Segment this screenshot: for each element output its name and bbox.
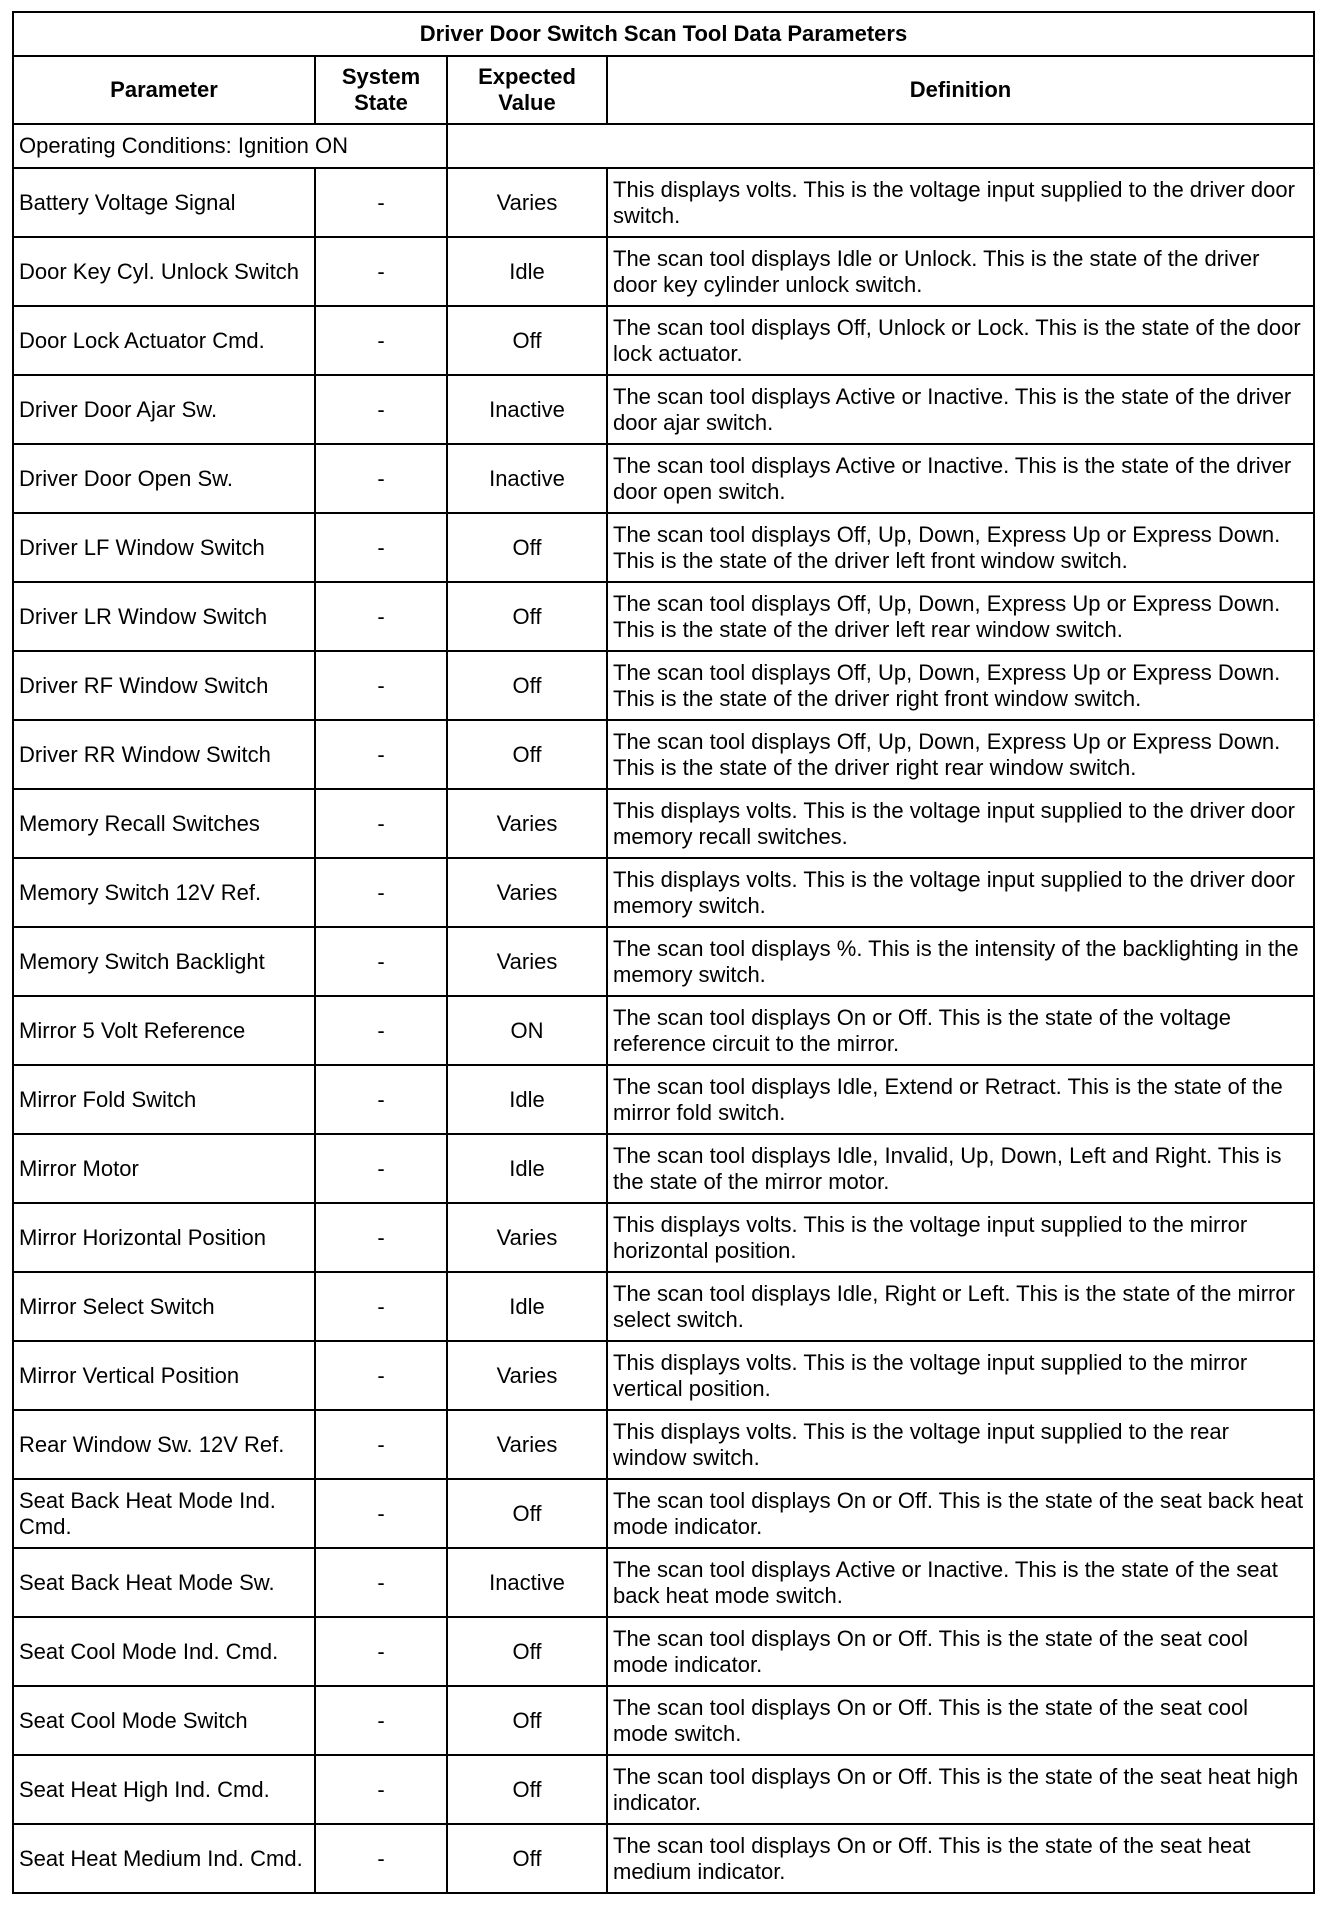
cell-definition: The scan tool displays On or Off. This is the state of the seat cool mode indicator. [607, 1617, 1314, 1686]
cell-parameter: Driver Door Ajar Sw. [13, 375, 315, 444]
table-row [13, 306, 1314, 375]
table-title: Driver Door Switch Scan Tool Data Parameters [13, 12, 1314, 56]
cell-expected-value: ON [447, 996, 607, 1065]
cell-expected-value: Off [447, 1755, 607, 1824]
table-row [13, 927, 1314, 996]
cell-system-state: - [315, 996, 447, 1065]
cell-expected-value: Off [447, 513, 607, 582]
cell-expected-value: Varies [447, 1203, 607, 1272]
cell-system-state: - [315, 306, 447, 375]
cell-expected-value: Off [447, 651, 607, 720]
table-row [13, 1755, 1314, 1824]
header-expected-value: Expected Value [447, 56, 607, 124]
cell-expected-value: Off [447, 582, 607, 651]
cell-expected-value: Off [447, 720, 607, 789]
cell-definition: The scan tool displays Active or Inactive. This is the state of the seat back heat mode switch. [607, 1548, 1314, 1617]
cell-definition: The scan tool displays On or Off. This is the state of the seat heat high indicator. [607, 1755, 1314, 1824]
cell-expected-value: Off [447, 1479, 607, 1548]
table-row [13, 1410, 1314, 1479]
cell-definition: The scan tool displays On or Off. This is the state of the voltage reference circuit to the mirror. [607, 996, 1314, 1065]
cell-expected-value: Varies [447, 858, 607, 927]
table-row [13, 582, 1314, 651]
cell-system-state: - [315, 1203, 447, 1272]
cell-parameter: Mirror 5 Volt Reference [13, 996, 315, 1065]
cell-system-state: - [315, 168, 447, 237]
header-definition: Definition [607, 56, 1314, 124]
cell-parameter: Seat Heat High Ind. Cmd. [13, 1755, 315, 1824]
cell-definition: The scan tool displays On or Off. This is the state of the seat back heat mode indicator. [607, 1479, 1314, 1548]
cell-parameter: Seat Back Heat Mode Ind. Cmd. [13, 1479, 315, 1548]
cell-definition: The scan tool displays Idle, Extend or Retract. This is the state of the mirror fold switch. [607, 1065, 1314, 1134]
table-row [13, 1686, 1314, 1755]
cell-parameter: Driver LR Window Switch [13, 582, 315, 651]
cell-system-state: - [315, 1755, 447, 1824]
table-row [13, 237, 1314, 306]
cell-expected-value: Idle [447, 1272, 607, 1341]
cell-definition: The scan tool displays Idle, Invalid, Up, Down, Left and Right. This is the state of the mirror motor. [607, 1134, 1314, 1203]
cell-system-state: - [315, 1617, 447, 1686]
cell-parameter: Memory Switch Backlight [13, 927, 315, 996]
cell-expected-value: Varies [447, 168, 607, 237]
table-row [13, 1617, 1314, 1686]
table-row [13, 1548, 1314, 1617]
cell-parameter: Memory Switch 12V Ref. [13, 858, 315, 927]
cell-system-state: - [315, 1065, 447, 1134]
operating-conditions: Operating Conditions: Ignition ON [13, 124, 447, 168]
cell-system-state: - [315, 1479, 447, 1548]
cell-system-state: - [315, 1410, 447, 1479]
cell-expected-value: Idle [447, 1065, 607, 1134]
cell-parameter: Mirror Select Switch [13, 1272, 315, 1341]
cell-expected-value: Idle [447, 237, 607, 306]
cell-parameter: Driver Door Open Sw. [13, 444, 315, 513]
table-row [13, 996, 1314, 1065]
cell-parameter: Seat Heat Medium Ind. Cmd. [13, 1824, 315, 1893]
cell-definition: The scan tool displays Off, Up, Down, Express Up or Express Down. This is the state of the driver left front window switch. [607, 513, 1314, 582]
cell-parameter: Seat Cool Mode Ind. Cmd. [13, 1617, 315, 1686]
cell-definition: The scan tool displays Active or Inactive. This is the state of the driver door open switch. [607, 444, 1314, 513]
cell-system-state: - [315, 1824, 447, 1893]
table-row [13, 789, 1314, 858]
cell-expected-value: Off [447, 1686, 607, 1755]
cell-definition: This displays volts. This is the voltage input supplied to the driver door switch. [607, 168, 1314, 237]
cell-system-state: - [315, 1341, 447, 1410]
table-row [13, 858, 1314, 927]
cell-expected-value: Varies [447, 927, 607, 996]
cell-definition: The scan tool displays Off, Up, Down, Express Up or Express Down. This is the state of the driver left rear window switch. [607, 582, 1314, 651]
cell-system-state: - [315, 720, 447, 789]
cell-system-state: - [315, 858, 447, 927]
cell-expected-value: Varies [447, 1341, 607, 1410]
cell-definition: This displays volts. This is the voltage input supplied to the driver door memory recall switches. [607, 789, 1314, 858]
cell-system-state: - [315, 375, 447, 444]
cell-definition: The scan tool displays %. This is the intensity of the backlighting in the memory switch. [607, 927, 1314, 996]
table-row [13, 1479, 1314, 1548]
table-row [13, 513, 1314, 582]
table-row [13, 720, 1314, 789]
cell-definition: This displays volts. This is the voltage input supplied to the mirror horizontal position. [607, 1203, 1314, 1272]
scan-tool-data-table [12, 11, 1315, 1894]
table-row [13, 1134, 1314, 1203]
cell-parameter: Mirror Fold Switch [13, 1065, 315, 1134]
table-row [13, 444, 1314, 513]
cell-definition: This displays volts. This is the voltage input supplied to the driver door memory switch. [607, 858, 1314, 927]
table-row [13, 1203, 1314, 1272]
table-row [13, 651, 1314, 720]
cell-parameter: Memory Recall Switches [13, 789, 315, 858]
table-row [13, 1272, 1314, 1341]
cell-definition: The scan tool displays Idle, Right or Left. This is the state of the mirror select switch. [607, 1272, 1314, 1341]
cell-system-state: - [315, 444, 447, 513]
cell-system-state: - [315, 1548, 447, 1617]
table-row [13, 1065, 1314, 1134]
cell-system-state: - [315, 927, 447, 996]
cell-parameter: Driver RR Window Switch [13, 720, 315, 789]
cell-definition: The scan tool displays On or Off. This is the state of the seat heat medium indicator. [607, 1824, 1314, 1893]
cell-definition: The scan tool displays Off, Up, Down, Express Up or Express Down. This is the state of the driver right front window switch. [607, 651, 1314, 720]
header-parameter: Parameter [13, 56, 315, 124]
cell-system-state: - [315, 1272, 447, 1341]
cell-system-state: - [315, 651, 447, 720]
cell-system-state: - [315, 582, 447, 651]
cell-parameter: Mirror Vertical Position [13, 1341, 315, 1410]
cell-definition: The scan tool displays Idle or Unlock. This is the state of the driver door key cylinder unlock switch. [607, 237, 1314, 306]
cell-parameter: Battery Voltage Signal [13, 168, 315, 237]
cell-parameter: Mirror Horizontal Position [13, 1203, 315, 1272]
cell-expected-value: Varies [447, 1410, 607, 1479]
cell-definition: This displays volts. This is the voltage input supplied to the rear window switch. [607, 1410, 1314, 1479]
cell-parameter: Driver RF Window Switch [13, 651, 315, 720]
cell-system-state: - [315, 1134, 447, 1203]
cell-system-state: - [315, 1686, 447, 1755]
cell-expected-value: Varies [447, 789, 607, 858]
cell-definition: The scan tool displays Off, Up, Down, Express Up or Express Down. This is the state of the driver right rear window switch. [607, 720, 1314, 789]
cell-expected-value: Inactive [447, 375, 607, 444]
cell-parameter: Mirror Motor [13, 1134, 315, 1203]
header-system-state: System State [315, 56, 447, 124]
cell-parameter: Door Key Cyl. Unlock Switch [13, 237, 315, 306]
cell-expected-value: Off [447, 306, 607, 375]
table-row [13, 375, 1314, 444]
cell-system-state: - [315, 237, 447, 306]
cell-expected-value: Off [447, 1824, 607, 1893]
cell-parameter: Driver LF Window Switch [13, 513, 315, 582]
cell-definition: The scan tool displays Active or Inactive. This is the state of the driver door ajar switch. [607, 375, 1314, 444]
cell-expected-value: Inactive [447, 1548, 607, 1617]
table-row [13, 168, 1314, 237]
cell-definition: This displays volts. This is the voltage input supplied to the mirror vertical position. [607, 1341, 1314, 1410]
cell-parameter: Seat Cool Mode Switch [13, 1686, 315, 1755]
cell-system-state: - [315, 513, 447, 582]
cell-definition: The scan tool displays On or Off. This is the state of the seat cool mode switch. [607, 1686, 1314, 1755]
operating-conditions-blank [447, 124, 1314, 168]
cell-system-state: - [315, 789, 447, 858]
cell-parameter: Rear Window Sw. 12V Ref. [13, 1410, 315, 1479]
table-row [13, 1341, 1314, 1410]
cell-definition: The scan tool displays Off, Unlock or Lock. This is the state of the door lock actuator. [607, 306, 1314, 375]
cell-parameter: Seat Back Heat Mode Sw. [13, 1548, 315, 1617]
table-row [13, 1824, 1314, 1893]
cell-parameter: Door Lock Actuator Cmd. [13, 306, 315, 375]
cell-expected-value: Off [447, 1617, 607, 1686]
cell-expected-value: Idle [447, 1134, 607, 1203]
cell-expected-value: Inactive [447, 444, 607, 513]
